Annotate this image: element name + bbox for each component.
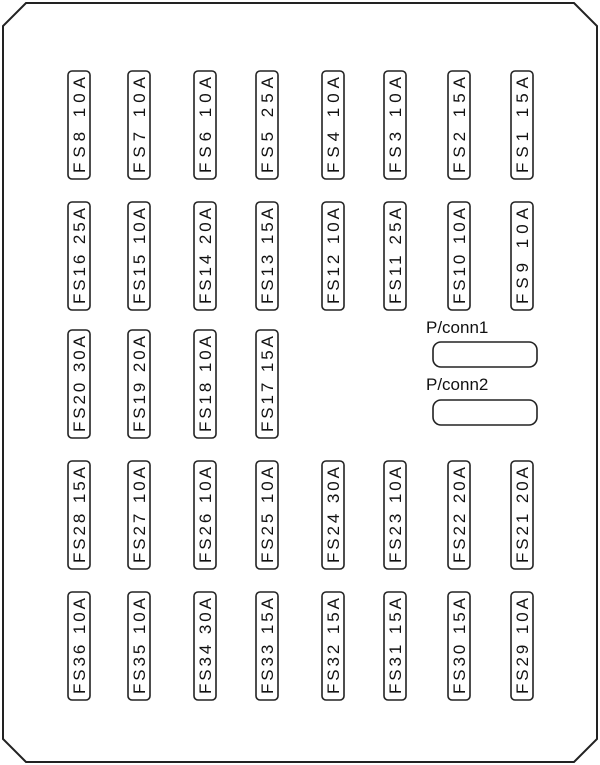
fuse-rating: 15A (69, 467, 89, 504)
fuse-fs34 (194, 592, 216, 700)
fuse-id: FS8 (69, 131, 89, 173)
fuse-id: FS32 (323, 644, 343, 694)
fuse-id: FS16 (69, 254, 89, 304)
fuse-id: FS28 (69, 513, 89, 563)
fuse-id: FS24 (323, 513, 343, 563)
fuse-rating: 10A (323, 208, 343, 245)
connector-body (433, 342, 537, 367)
fuse-rating: 30A (323, 467, 343, 504)
fuse-fs31 (384, 592, 406, 700)
fuse-fs17 (256, 330, 278, 438)
fuse-rating: 10A (385, 77, 405, 118)
fuse-id: FS6 (195, 131, 215, 173)
fuse-id: FS20 (69, 382, 89, 432)
fuse-rating: 10A (257, 467, 277, 504)
fuse-rating: 30A (69, 336, 89, 373)
fuse-id: FS21 (512, 513, 532, 563)
fuse-fs21 (511, 461, 533, 569)
fuse-fs3 (384, 71, 406, 179)
fuse-fs32 (322, 592, 344, 700)
connector-label: P/conn2 (426, 375, 489, 394)
connector-label: P/conn1 (426, 318, 489, 337)
fuse-fs18 (194, 330, 216, 438)
fuse-rating: 20A (129, 336, 149, 373)
fuse-id: FS9 (512, 262, 532, 304)
fuse-fs9 (511, 202, 533, 310)
fuse-rating: 25A (385, 208, 405, 245)
fuse-rating: 15A (449, 77, 469, 118)
fuse-rating: 10A (323, 77, 343, 118)
fuse-fs13 (256, 202, 278, 310)
fuse-fs7 (128, 71, 150, 179)
fuse-fs36 (68, 592, 90, 700)
fuse-id: FS11 (385, 255, 405, 304)
fuse-rating: 10A (195, 77, 215, 118)
connector-body (433, 400, 537, 425)
fuse-rating: 30A (195, 598, 215, 635)
fuse-id: FS14 (195, 254, 215, 304)
fuse-rating: 15A (512, 77, 532, 118)
fuse-id: FS25 (257, 513, 277, 563)
fuse-id: FS7 (129, 131, 149, 173)
fuse-fs19 (128, 330, 150, 438)
fuse-rating: 10A (129, 467, 149, 504)
fuse-rating: 25A (69, 208, 89, 245)
fuse-id: FS2 (449, 131, 469, 173)
fuse-id: FS35 (129, 644, 149, 694)
fuse-id: FS19 (129, 382, 149, 432)
fuse-rating: 10A (385, 467, 405, 504)
fuse-fs26 (194, 461, 216, 569)
fuse-fs24 (322, 461, 344, 569)
fuse-rating: 20A (195, 208, 215, 245)
fuse-fs2 (448, 71, 470, 179)
fuse-id: FS3 (385, 131, 405, 173)
fuse-fs29 (511, 592, 533, 700)
fuse-fs12 (322, 202, 344, 310)
fuse-fs35 (128, 592, 150, 700)
fuse-fs11 (384, 202, 406, 310)
fuse-id: FS36 (69, 644, 89, 694)
fuse-id: FS10 (449, 254, 469, 304)
fuse-rating: 15A (257, 598, 277, 635)
fuse-id: FS26 (195, 513, 215, 563)
fuse-fs4 (322, 71, 344, 179)
fuse-id: FS33 (257, 644, 277, 694)
fuse-id: FS29 (512, 644, 532, 694)
fuse-fs25 (256, 461, 278, 569)
fuse-id: FS4 (323, 131, 343, 173)
fuse-rating: 15A (449, 598, 469, 635)
fuse-id: FS34 (195, 644, 215, 694)
fuse-id: FS27 (129, 513, 149, 563)
fuse-fs14 (194, 202, 216, 310)
fuse-id: FS22 (449, 513, 469, 563)
fuse-rating: 10A (129, 208, 149, 245)
fuse-fs27 (128, 461, 150, 569)
fuse-rating: 15A (385, 598, 405, 635)
fuse-rating: 15A (323, 598, 343, 635)
fuse-id: FS1 (512, 131, 532, 173)
fuse-fs6 (194, 71, 216, 179)
fuse-fs20 (68, 330, 90, 438)
fuse-rating: 10A (69, 598, 89, 635)
fuse-fs30 (448, 592, 470, 700)
fuse-fs1 (511, 71, 533, 179)
fuse-rating: 15A (257, 208, 277, 245)
fuse-fs8 (68, 71, 90, 179)
fuse-rating: 10A (512, 208, 532, 249)
fuse-fs23 (384, 461, 406, 569)
fuse-box-outline (3, 3, 597, 762)
fuse-id: FS12 (323, 254, 343, 304)
fuse-fs16 (68, 202, 90, 310)
fuse-rating: 10A (512, 598, 532, 635)
fuse-id: FS13 (257, 254, 277, 304)
fuse-id: FS23 (385, 513, 405, 563)
fuse-rating: 10A (129, 77, 149, 118)
fuse-id: FS31 (385, 644, 405, 694)
fuse-rating: 10A (195, 467, 215, 504)
fuse-rating: 25A (257, 77, 277, 118)
fuse-fs33 (256, 592, 278, 700)
fuse-fs5 (256, 71, 278, 179)
fuse-id: FS17 (257, 382, 277, 432)
fuse-rating: 20A (449, 467, 469, 504)
fuse-id: FS15 (129, 254, 149, 304)
fuse-id: FS18 (195, 382, 215, 432)
fuse-id: FS30 (449, 644, 469, 694)
fuse-fs28 (68, 461, 90, 569)
fuse-fs15 (128, 202, 150, 310)
fuse-rating: 10A (449, 208, 469, 245)
fuse-rating: 10A (69, 77, 89, 118)
fuse-fs10 (448, 202, 470, 310)
fuse-rating: 20A (512, 467, 532, 504)
fuse-id: FS5 (257, 131, 277, 173)
fuse-rating: 10A (129, 598, 149, 635)
fuse-rating: 15A (257, 336, 277, 373)
fuse-rating: 10A (195, 336, 215, 373)
fuse-fs22 (448, 461, 470, 569)
